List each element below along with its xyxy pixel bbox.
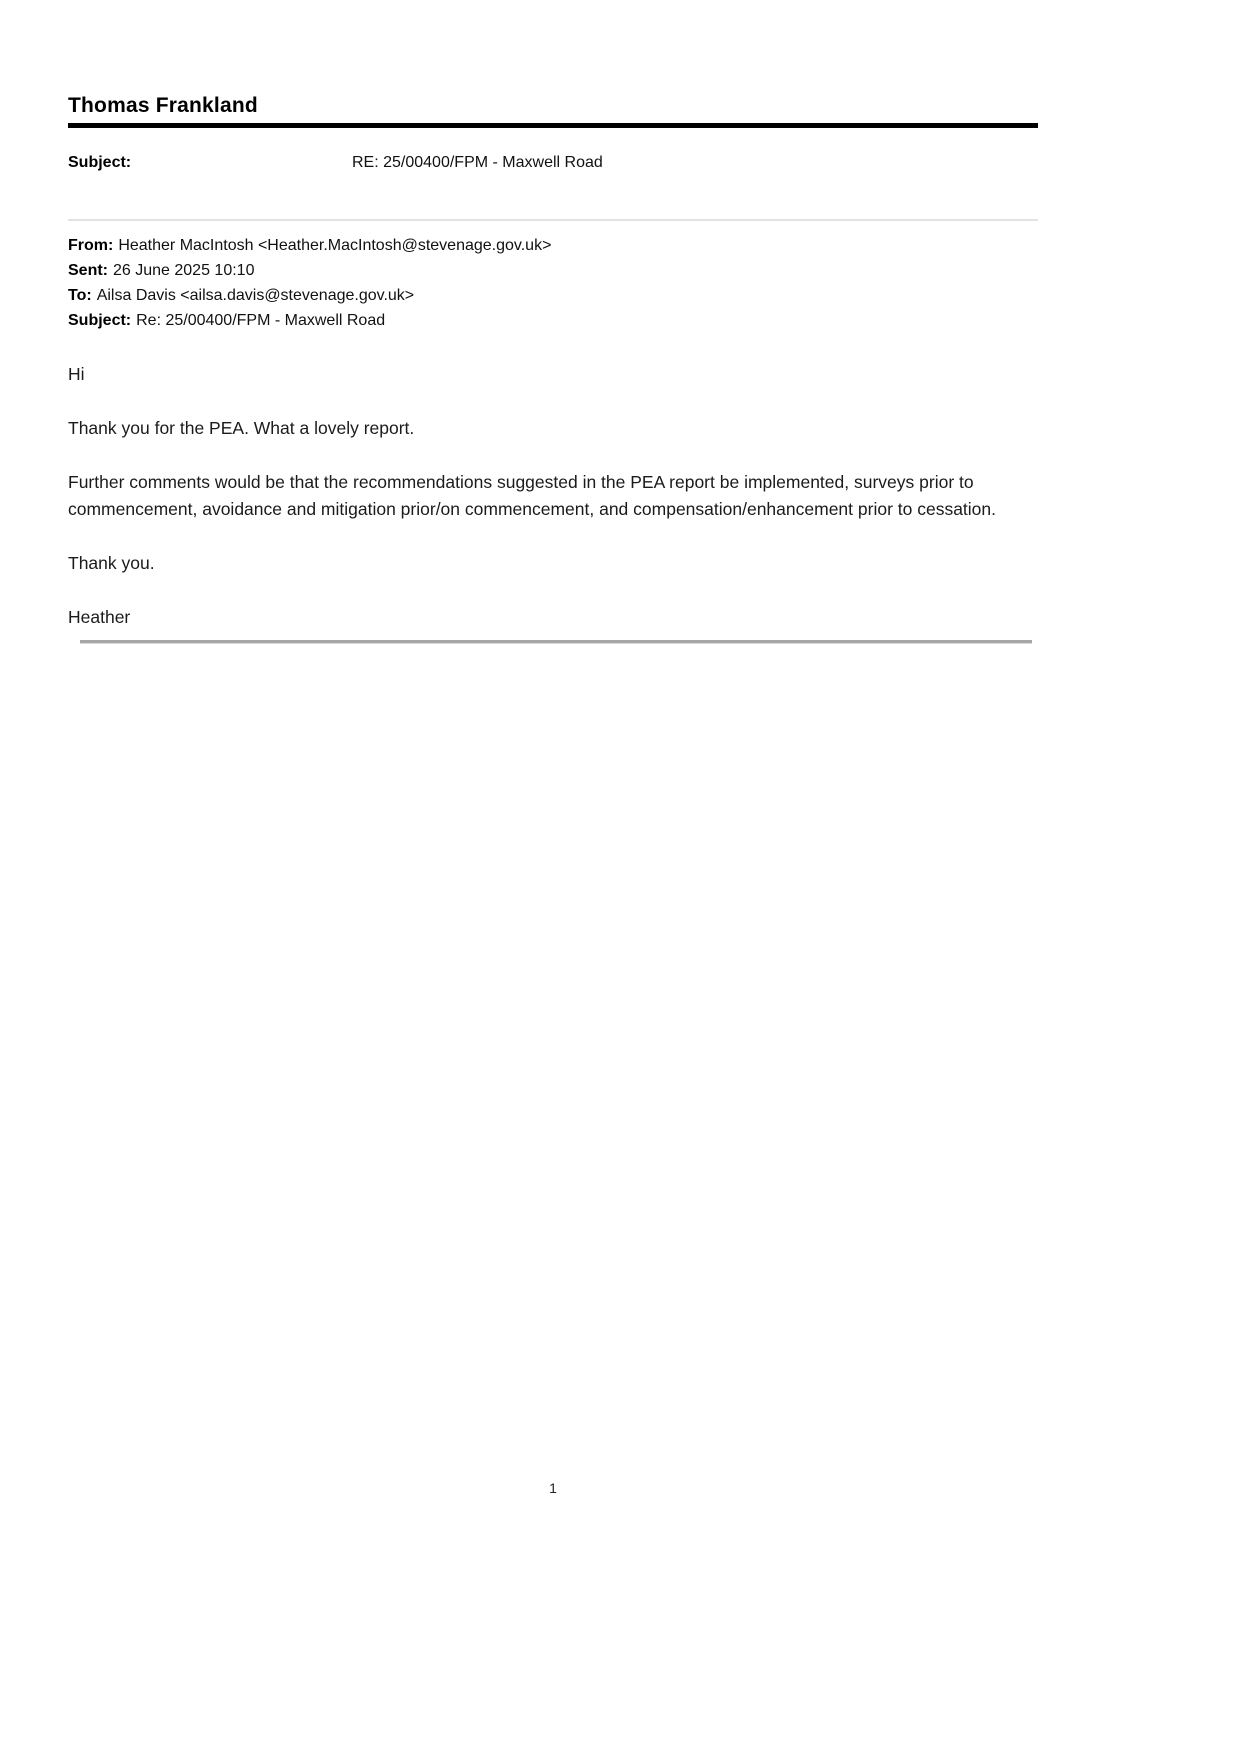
document-content bbox=[68, 0, 1038, 644]
body-greeting: Hi bbox=[68, 364, 85, 384]
from-line bbox=[68, 233, 1038, 258]
to-line bbox=[68, 283, 1038, 308]
to-value: Ailsa Davis <ailsa.davis@stevenage.gov.uk> bbox=[96, 287, 415, 304]
recipient-name: Thomas Frankland bbox=[68, 94, 258, 117]
from-label: From: bbox=[68, 237, 114, 254]
body-paragraph-1: Thank you for the PEA. What a lovely report. bbox=[68, 418, 415, 438]
to-label: To: bbox=[68, 287, 92, 304]
email-body bbox=[68, 361, 1038, 631]
metadata-divider bbox=[68, 219, 1038, 221]
email-subject-line bbox=[68, 308, 1038, 333]
subject-value: RE: 25/00400/FPM - Maxwell Road bbox=[352, 154, 603, 171]
sent-label: Sent: bbox=[68, 262, 108, 279]
body-signature: Heather bbox=[68, 607, 131, 627]
sent-value: 26 June 2025 10:10 bbox=[113, 262, 255, 279]
page-number: 1 bbox=[549, 1480, 557, 1496]
end-of-email-divider bbox=[80, 640, 1032, 644]
body-paragraph-2: Further comments would be that the recommendations suggested in the PEA report be implemented, surveys prior to commencement, avoidance and mitigation prior/on commencement, and compensation/enhancement prior to cessation. bbox=[68, 472, 997, 519]
subject-row bbox=[68, 154, 1038, 172]
from-value: Heather MacIntosh <Heather.MacIntosh@stevenage.gov.uk> bbox=[118, 237, 552, 254]
sent-line bbox=[68, 258, 1038, 283]
body-closing: Thank you. bbox=[68, 553, 155, 573]
email-subject-label: Subject: bbox=[68, 312, 132, 329]
header-divider bbox=[68, 123, 1038, 128]
subject-label: Subject: bbox=[68, 154, 132, 171]
email-subject-value: Re: 25/00400/FPM - Maxwell Road bbox=[136, 312, 386, 329]
email-headers bbox=[68, 233, 1038, 333]
